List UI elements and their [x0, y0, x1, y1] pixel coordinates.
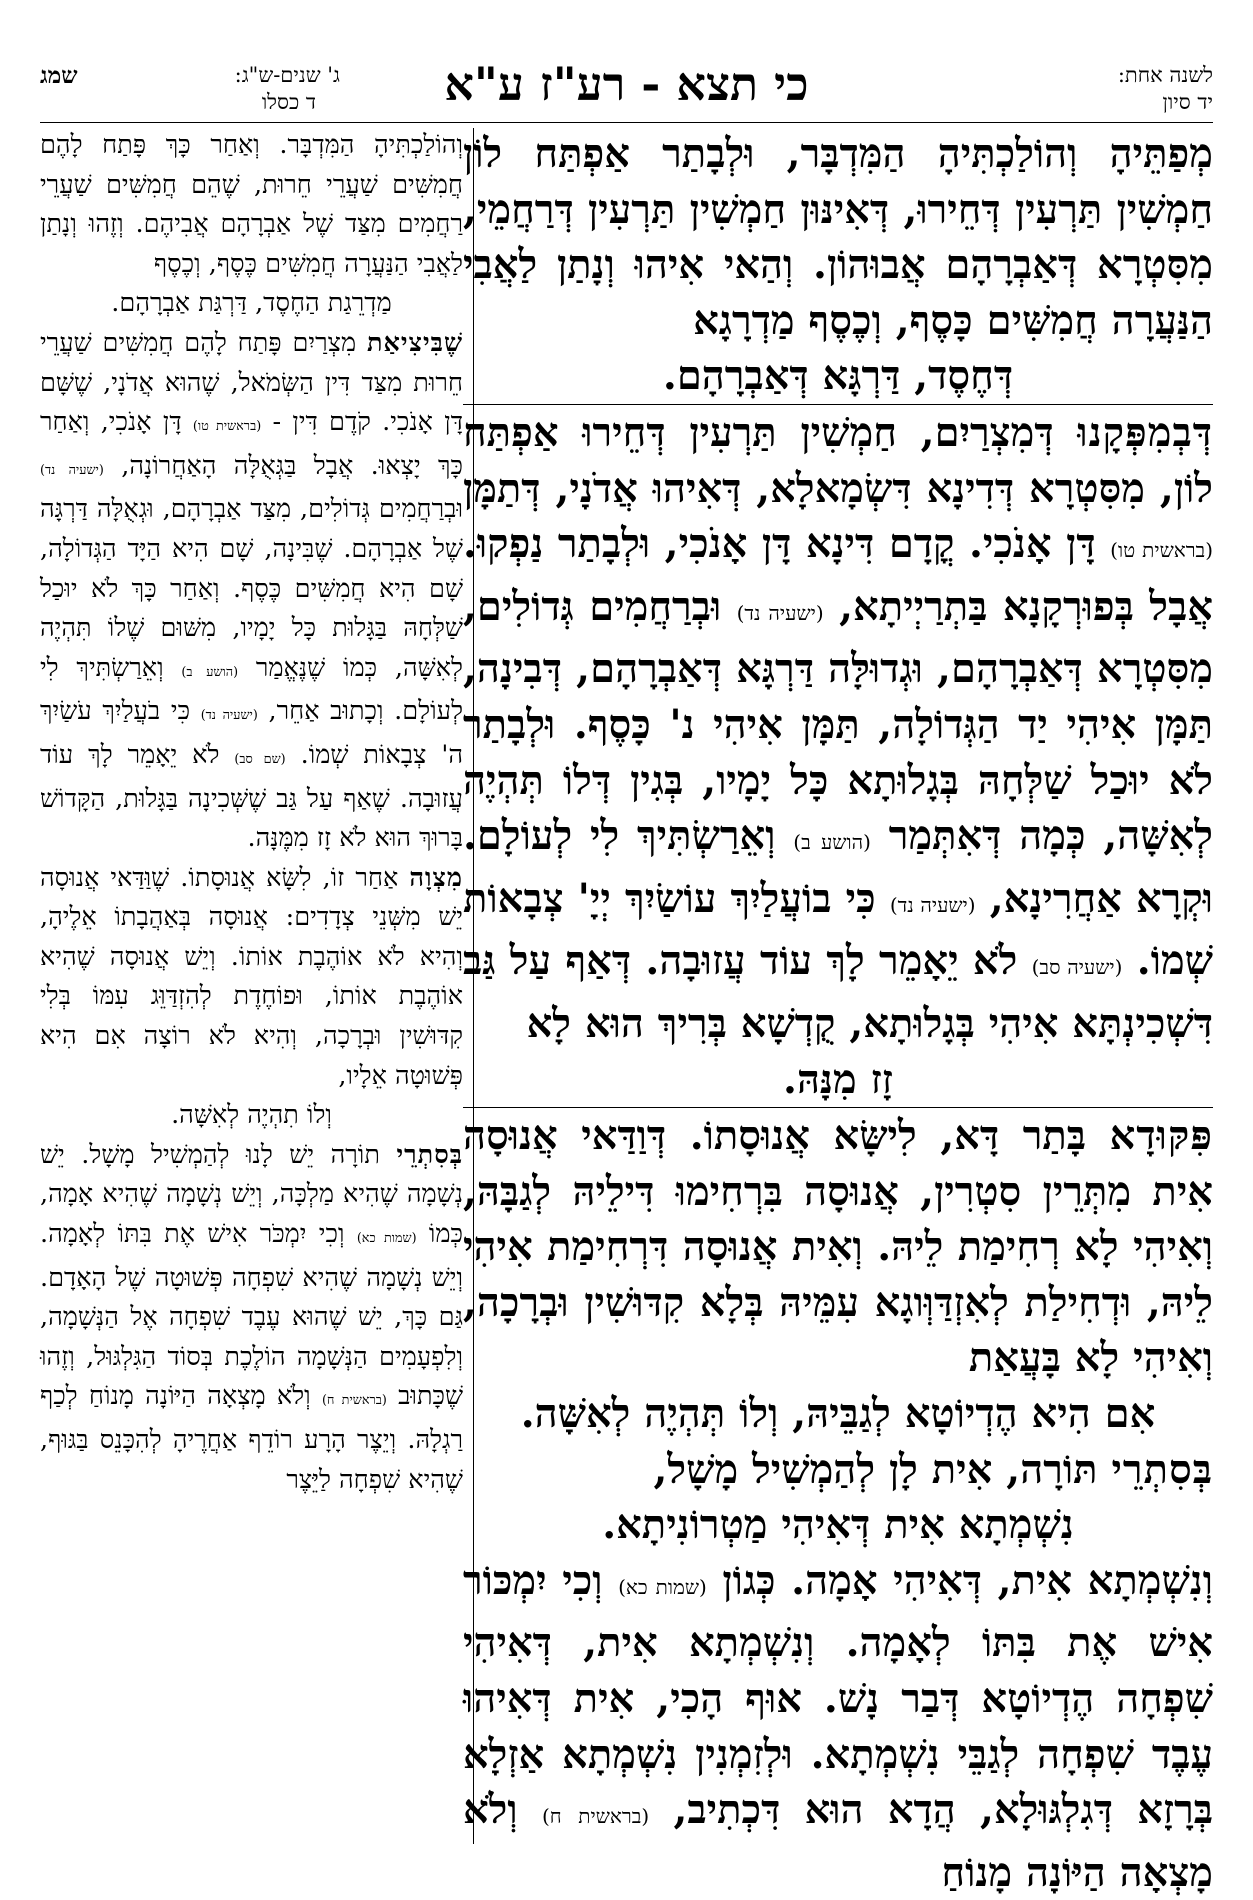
- commentary-paragraph-3-end: וְלוֹ תִהְיֶה לְאִשָּׁה.: [171, 1100, 332, 1131]
- main-paragraph-1-end: דְּחֶסֶד, דַּרְגָּא דְּאַבְרָהָם.: [662, 352, 1014, 400]
- commentary-hebrew-column: [40, 126, 463, 1846]
- three-year-cycle-date: ד כסלו: [261, 90, 316, 114]
- main-paragraph-4-lead: בְּסִתְרֵי: [1111, 1445, 1213, 1493]
- commentary-paragraph-1-end: מַדְרֵגַת הַחֶסֶד, דַּרְגַּת אַבְרָהָם.: [111, 288, 392, 319]
- header-rule: [40, 122, 1213, 123]
- main-paragraph-3-lead: פִּקּוּדָא: [1109, 1112, 1213, 1160]
- source-reference: (בראשית טו): [1110, 538, 1213, 563]
- main-paragraph-3-end: אִם הִיא הֶדְיוֹטָא לְגַבֵּיהּ, וְלוֹ תְּהְיֶה לְאִשָּׁה.: [520, 1390, 1156, 1438]
- commentary-paragraph-4-lead: בְּסִתְרֵי: [396, 1139, 463, 1170]
- commentary-paragraph-4: בְּסִתְרֵי תוֹרָה יֵשׁ לָנוּ לְהַמְשִׁיל מָשָׁל. יֵשׁ נְשָׁמָה שֶׁהִיא מַלְכָּה, וְיֵשׁ נְשָׁמָה שֶׁהִיא אָמָה, כְּמוֹ (שמות כא) וְכִי יִמְכֹּר אִישׁ אֶת בִּתּוֹ לְאָמָה. וְיֵשׁ נְשָׁמָה שֶׁהִיא שִׁפְחָה פְּשׁוּטָה שֶׁל הָאָדָם. גַּם כָּךְ, יֵשׁ שֶׁהוּא עֶבֶד שִׁפְחָה אֶל הַנְּשָׁמָה, וְלִפְעָמִים הַנְּשָׁמָה הוֹלֶכֶת בְּסוֹד הַגִּלְגּוּל, וְזֶהוּ שֶׁכָּתוּב (בראשית ח) וְלֹא מָצְאָה הַיּוֹנָה מָנוֹחַ לְכַף רַגְלָהּ. וְיֵצֶר הָרָע רוֹדֵף אַחֲרֶיהָ לְהִכָּנֵס בַּגּוּף, שֶׁהִיא שִׁפְחָה לַיֵּצֶר: [40, 1139, 464, 1495]
- main-paragraph-1: מְפַתֵּיהָ וְהוֹלַכְתִּיהָ הַמִּדְבָּר, וּלְבָתַר אַפְתַּח לוֹן חַמְשִׁין תַּרְעִין דְּחֵירוּ, דְּאִינּוּן חַמְשִׁין תַּרְעִין דְּרַחֲמֵי, מִסִּטְרָא דְּאַבְרָהָם אֲבוּהוֹן. וְהַאי אִיהוּ וְנָתַן לַאֲבִי הַנַּעֲרָה חֲמִשִּׁים כָּסֶף, וְכֶסֶף מַדְרָגָא: [463, 130, 1213, 344]
- three-year-cycle-label: ג' שנים-ש"ג:: [234, 63, 340, 87]
- one-year-cycle-date: יד סיון: [1162, 90, 1213, 114]
- main-paragraph-3: פִּקּוּדָא בָּתַר דָּא, לִישָּׂא אֲנוּסָתוֹ. דְּוַדַּאי אֲנוּסָה אִית מִתְּרֵין סִטְרִין, אֲנוּסָה בִּרְחִימוּ דִּילֵיהּ לְגַבָּהּ, וְאִיהִי לָא רְחִימַת לֵיהּ. וְאִית אֲנוּסָה דִּרְחִימַת אִיהִי לֵיהּ, וּדְחִילַת לְאִזְדַּוְּוגָא עִמֵּיהּ בְּלָא קִדּוּשִׁין וּבְרָכָה, וְאִיהִי לָא בָּעֲאַת: [463, 1112, 1213, 1382]
- source-reference: (ישעיה סב): [1031, 955, 1123, 980]
- one-year-cycle-label: לשנה אחת:: [1117, 63, 1213, 87]
- commentary-paragraph-1: וְהוֹלַכְתִּיהָ הַמִּדְבָּר. וְאַחַר כָּךְ פָּתַח לָהֶם חֲמִשִּׁים שַׁעֲרֵי חֵרוּת, שֶׁהֵם חֲמִשִּׁים שַׁעֲרֵי רַחֲמִים מִצַּד שֶׁל אַבְרָהָם אֲבִיהֶם. וְזֶהוּ וְנָתַן לַאֲבִי הַנַּעֲרָה חֲמִשִּׁים כֶּסֶף, וְכֶסֶף: [40, 130, 463, 279]
- main-paragraph-4: בְּסִתְרֵי תּוֹרָה, אִית לָן לְהַמְשִׁיל מָשָׁל,: [653, 1445, 1213, 1493]
- source-reference: (ישעיה נד): [736, 600, 824, 625]
- main-paragraph-5: וְנִשְׁמְתָא אִית, דְּאִיהִי אָמָה. כְּגוֹן (שמות כא) וְכִי יִמְכּוֹר אִישׁ אֶת בִּתּוֹ לְאָמָה. וְנִשְׁמְתָא אִית, דְּאִיהִי שִׁפְחָה הֶדְיוֹטָא דְּבַר נָשׁ. אוּף הָכִי, אִית דְּאִיהוּ עֶבֶד שִׁפְחָה לְגַבֵּי נִשְׁמְתָא. וּלְזִמְנִין נִשְׁמְתָא אַזְלָא בְּרָזָא דְּגִלְגּוּלָא, הֲדָא הוּא דִּכְתִיב, (בראשית ח) וְלֹא מָצְאָה הַיּוֹנָה מָנוֹחַ: [463, 1556, 1214, 1896]
- source-reference: (בראשית ח): [321, 1393, 387, 1409]
- source-reference: (ישעיה נד): [889, 892, 976, 917]
- commentary-paragraph-3: מִצְוָה אַחַר זוֹ, לִשָּׂא אֲנוּסָתוֹ. שֶׁוַּדַּאי אֲנוּסָה יֵשׁ מִשְּׁנֵי צְדָדִים: אֲנוּסָה בְּאַהֲבָתוֹ אֵלֶיהָ, וְהִיא לֹא אוֹהֶבֶת אוֹתוֹ. וְיֵשׁ אֲנוּסָה שֶׁהִיא אוֹהֶבֶת אוֹתוֹ, וּפוֹחֶדֶת לְהִזְדַּוֵּג עִמּוֹ בְּלִי קִדּוּשִׁין וּבְרָכָה, וְהִיא לֹא רוֹצָה אִם הִיא פְּשׁוּטָה אֵלָיו,: [40, 862, 463, 1091]
- source-reference: (ישעיה נד): [200, 708, 258, 724]
- page-number: שמג: [40, 62, 78, 89]
- commentary-paragraph-3-lead: מִצְוָה: [409, 862, 463, 893]
- source-reference: (שם סב): [234, 751, 286, 767]
- three-year-cycle-info: [40, 62, 340, 116]
- source-reference: (שמות כא): [618, 1574, 707, 1599]
- source-reference: (ישעיה נד): [40, 462, 104, 478]
- main-paragraph-4-center: נִשְׁמְתָא אִית דְּאִיהִי מַטְרוֹנִיתָא.: [602, 1501, 1074, 1549]
- commentary-paragraph-2-lead: שֶׁבִּיצִיאַת: [367, 327, 464, 358]
- main-aramaic-column: [463, 126, 1214, 1896]
- source-reference: (בראשית ח): [541, 1804, 650, 1829]
- commentary-paragraph-2: שֶׁבִּיצִיאַת מִצְרַיִם פָּתַח לָהֶם חֲמִשִּׁים שַׁעֲרֵי חֵרוּת מִצַּד דִּין הַשְּׂמֹאל, שֶׁהוּא אֲדֹנָי, שֶׁשָּׁם דָּן אָנֹכִי. קֹדֶם דִּין - (בראשית טו) דָּן אָנֹכִי, וְאַחַר כָּךְ יָצְאוּ. אֲבָל בַּגְּאֻלָּה הָאַחֲרוֹנָה, (ישעיה נד) וּבְרַחֲמִים גְּדוֹלִים, מִצַּד אַבְרָהָם, וּגְאֻלָּה דַּרְגָּה שֶׁל אַבְרָהָם. שֶׁבִּינָה, שָׁם הִיא הַיָּד הַגְּדוֹלָה, שָׁם הִיא חֲמִשִּׁים כֶּסֶף. וְאַחַר כָּךְ לֹא יוּכַל שַׁלְּחָהּ בַּגָּלוּת כָּל יָמָיו, מִשּׁוּם שֶׁלוֹ תִּהְיֶה לְאִשָּׁה, כְּמוֹ שֶׁנֶּאֱמַר (הושע ב) וְאֵרַשְׂתִּיךְ לִי לְעוֹלָם. וְכָתוּב אַחֵר, (ישעיה נד) כִּי בֹעֲלַיִךְ עֹשַׂיִךְ ה' צְבָאוֹת שְׁמוֹ. (שם סב) לֹא יֵאָמֵר לָךְ עוֹד עֲזוּבָה. שֶׁאַף עַל גַּב שֶׁשְּׁכִינָה בַּגָּלוּת, הַקָּדוֹשׁ בָּרוּךְ הוּא לֹא זָז מִמֶּנָּה.: [40, 327, 464, 854]
- source-reference: (שמות כא): [356, 1231, 417, 1247]
- page-header: [40, 58, 1213, 122]
- page-title: כי תצא - רע"ז ע"א: [444, 57, 809, 111]
- source-reference: (בראשית טו): [192, 419, 262, 435]
- source-reference: (הושע ב): [793, 830, 871, 855]
- main-paragraph-2: דְּבְמִפְּקָנוּ דְּמִצְרַיִם, חַמְשִׁין תַּרְעִין דְּחֵירוּ אַפְתַּח לוֹן, מִסִּטְרָא דְּדִינָא דִּשְׂמָאלָא, דְּאִיהוּ אֲדֹנָי, דְּתַמָּן (בראשית טו) דָּן אָנֹכִי. קֳדָם דִּינָא דָּן אָנֹכִי, וּלְבָתַר נַפְקוּ. אֲבָל בְּפוּרְקָנָא בַּתְרַיְיתָא, (ישעיה נד) וּבְרַחֲמִים גְּדוֹלִים, מִסִּטְרָא דְּאַבְרָהָם, וּגְדוּלָּה דַּרְגָּא דְּאַבְרָהָם, דְּבִינָה, תַּמָּן אִיהִי יַד הַגְּדוֹלָה, תַּמָּן אִיהִי נ' כָּסֶף. וּלְבָתַר לֹא יוּכַל שַׁלְּחָהּ בְּגָלוּתָא כָּל יָמָיו, בְּגִין דְּלוֹ תְּהְיֶה לְאִשָּׁה, כְּמָה דְּאִתְּמַר (הושע ב) וְאֵרַשְׂתִּיךְ לִי לְעוֹלָם. וּקְרָא אַחֲרִינָא, (ישעיה נד) כִּי בוֹעֲלַיִךְ עוֹשַׂיִךְ יְיָ' צְבָאוֹת שְׁמוֹ. (ישעיה סב) לֹא יֵאָמֵר לָךְ עוֹד עֲזוּבָה. דְּאַף עַל גַּב דִּשְׁכִינְתָּא אִיהִי בְּגָלוּתָא, קֻדְשָׁא בְּרִיךְ הוּא לָא: [463, 408, 1213, 1047]
- main-paragraph-2-end: זָז מִנָּהּ.: [783, 1055, 893, 1103]
- main-paragraph-2-lead: דְּבְמִפְּקָנוּ: [1077, 408, 1213, 456]
- source-reference: (הושע ב): [181, 664, 239, 680]
